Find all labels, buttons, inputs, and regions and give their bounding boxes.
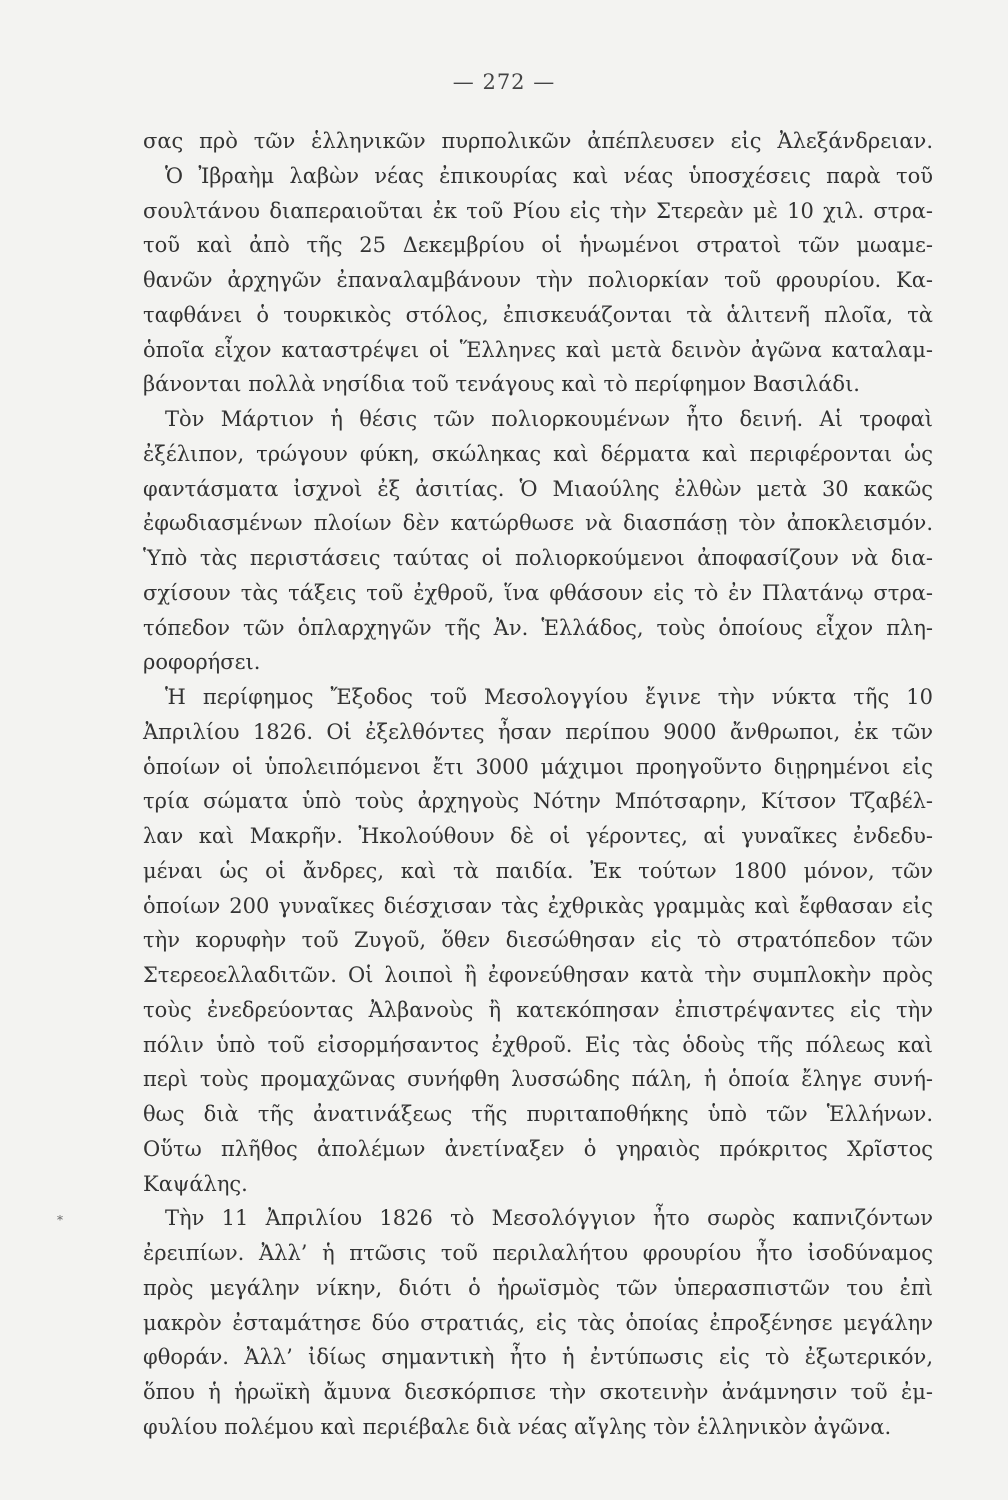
text-line: ἐξέλιπον, τρώγουν φύκη, σκώληκας καὶ δέρματα καὶ περιφέρονται ὡς: [143, 441, 933, 466]
text-line: φαντάσματα ἰσχνοὶ ἐξ ἀσιτίας. Ὁ Μιαούλης ἐλθὼν μετὰ 30 κακῶς: [143, 476, 933, 501]
text-line: φυλίου πολέμου καὶ περιέβαλε διὰ νέας αἴγλης τὸν ἑλληνικὸν ἀγῶνα.: [143, 1414, 892, 1439]
text-line: πρὸς μεγάλην νίκην, διότι ὁ ἡρωϊσμὸς τῶν ὑπερασπιστῶν του ἐπὶ: [143, 1275, 933, 1300]
text-line: ὁποῖα εἶχον καταστρέψει οἱ Ἕλληνες καὶ μετὰ δεινὸν ἀγῶνα καταλαμ-: [143, 337, 933, 362]
text-line: περὶ τοὺς προμαχῶνας συνήφθη λυσσώδης πάλη, ἡ ὁποία ἔληγε συνή-: [143, 1067, 933, 1092]
text-line: βάνονται πολλὰ νησίδια τοῦ τενάγους καὶ τὸ περίφημον Βασιλάδι.: [143, 372, 860, 397]
text-line: Στερεοελλαδιτῶν. Οἱ λοιποὶ ἢ ἐφονεύθησαν κατὰ τὴν συμπλοκὴν πρὸς: [143, 963, 933, 987]
text-line: Καψάλης.: [143, 1171, 248, 1196]
text-line: ὅπου ἡ ἡρωϊκὴ ἄμυνα διεσκόρπισε τὴν σκοτεινὴν ἀνάμνησιν τοῦ ἐμ-: [143, 1380, 933, 1404]
text-line: μέναι ὡς οἱ ἄνδρες, καὶ τὰ παιδία. Ἐκ τούτων 1800 μόνον, τῶν: [143, 858, 933, 883]
text-line: ἐφωδιασμένων πλοίων δὲν κατώρθωσε νὰ διασπάσῃ τὸν ἀποκλεισμόν.: [143, 511, 933, 536]
text-line: Τὸν Μάρτιον ἡ θέσις τῶν πολιορκουμένων ἦτο δεινή. Αἱ τροφαὶ: [165, 407, 933, 431]
text-line: Ὑπὸ τὰς περιστάσεις ταύτας οἱ πολιορκούμενοι ἀποφασίζουν νὰ δια-: [143, 546, 933, 570]
text-line: μακρὸν ἐσταμάτησε δύο στρατιάς, εἰς τὰς ὁποίας ἐπροξένησε μεγάλην: [143, 1310, 933, 1335]
text-line: φθοράν. Ἀλλ’ ἰδίως σημαντικὴ ἦτο ἡ ἐντύπωσις εἰς τὸ ἐξωτερικόν,: [143, 1345, 933, 1370]
text-line: τοῦ καὶ ἀπὸ τῆς 25 Δεκεμβρίου οἱ ἡνωμένοι στρατοὶ τῶν μωαμε-: [143, 233, 933, 258]
text-line: τὴν κορυφὴν τοῦ Ζυγοῦ, ὅθεν διεσώθησαν εἰς τὸ στρατόπεδον τῶν: [143, 928, 933, 953]
text-line: ὁποίων οἱ ὑπολειπόμενοι ἔτι 3000 μάχιμοι προηγοῦντο διῃρημένοι εἰς: [143, 754, 933, 779]
text-line: Ἡ περίφημος Ἔξοδος τοῦ Μεσολογγίου ἔγινε τὴν νύκτα τῆς 10: [165, 685, 933, 709]
text-line: λαν καὶ Μακρῆν. Ἠκολούθουν δὲ οἱ γέροντες, αἱ γυναῖκες ἐνδεδυ-: [143, 824, 933, 848]
text-line: ταφθάνει ὁ τουρκικὸς στόλος, ἐπισκευάζονται τὰ ἁλιτενῆ πλοῖα, τὰ: [143, 302, 933, 327]
text-line: ὁποίων 200 γυναῖκες διέσχισαν τὰς ἐχθρικὰς γραμμὰς καὶ ἔφθασαν εἰς: [143, 893, 933, 918]
text-line: θανῶν ἀρχηγῶν ἐπαναλαμβάνουν τὴν πολιορκίαν τοῦ φρουρίου. Κα-: [143, 268, 933, 292]
text-line: σουλτάνου διαπεραιοῦται ἐκ τοῦ Ρίου εἰς τὴν Στερεὰν μὲ 10 χιλ. στρα-: [143, 198, 933, 223]
text-line: Τὴν 11 Ἀπριλίου 1826 τὸ Μεσολόγγιον ἦτο σωρὸς καπνιζόντων: [165, 1206, 933, 1231]
text-line: θως διὰ τῆς ἀνατινάξεως τῆς πυριταποθήκης ὑπὸ τῶν Ἑλλήνων.: [143, 1102, 933, 1126]
text-line: τοὺς ἐνεδρεύοντας Ἀλβανοὺς ἢ κατεκόπησαν ἐπιστρέψαντες εἰς τὴν: [143, 997, 933, 1022]
text-line: τρία σώματα ὑπὸ τοὺς ἀρχηγοὺς Νότην Μπότσαρην, Κίτσον Τζαβέλ-: [143, 789, 933, 814]
text-line: ἐρειπίων. Ἀλλ’ ἡ πτῶσις τοῦ περιλαλήτου φρουρίου ἦτο ἰσοδύναμος: [143, 1241, 933, 1265]
text-line: Οὕτω πλῆθος ἀπολέμων ἀνετίναξεν ὁ γηραιὸς πρόκριτος Χρῖστος: [143, 1136, 933, 1161]
page-number: — 272 —: [452, 70, 556, 94]
text-line: ροφορήσει.: [143, 650, 261, 675]
text-line: Ἀπριλίου 1826. Οἱ ἐξελθόντες ἦσαν περίπου 9000 ἄνθρωποι, ἐκ τῶν: [143, 719, 933, 744]
text-line: πόλιν ὑπὸ τοῦ εἰσορμήσαντος ἐχθροῦ. Εἰς τὰς ὁδοὺς τῆς πόλεως καὶ: [143, 1032, 933, 1057]
margin-mark: *: [57, 1213, 63, 1227]
text-line: σχίσουν τὰς τάξεις τοῦ ἐχθροῦ, ἵνα φθάσουν εἰς τὸ ἐν Πλατάνῳ στρα-: [143, 580, 933, 605]
text-line: σας πρὸ τῶν ἑλληνικῶν πυρπολικῶν ἀπέπλευσεν εἰς Ἀλεξάνδρειαν.: [143, 129, 933, 153]
body-text: [143, 124, 933, 1445]
text-line: τόπεδον τῶν ὁπλαρχηγῶν τῆς Ἀν. Ἑλλάδος, τοὺς ὁποίους εἶχον πλη-: [143, 615, 933, 640]
text-line: Ὁ Ἰβραὴμ λαβὼν νέας ἐπικουρίας καὶ νέας ὑποσχέσεις παρὰ τοῦ: [165, 163, 933, 188]
